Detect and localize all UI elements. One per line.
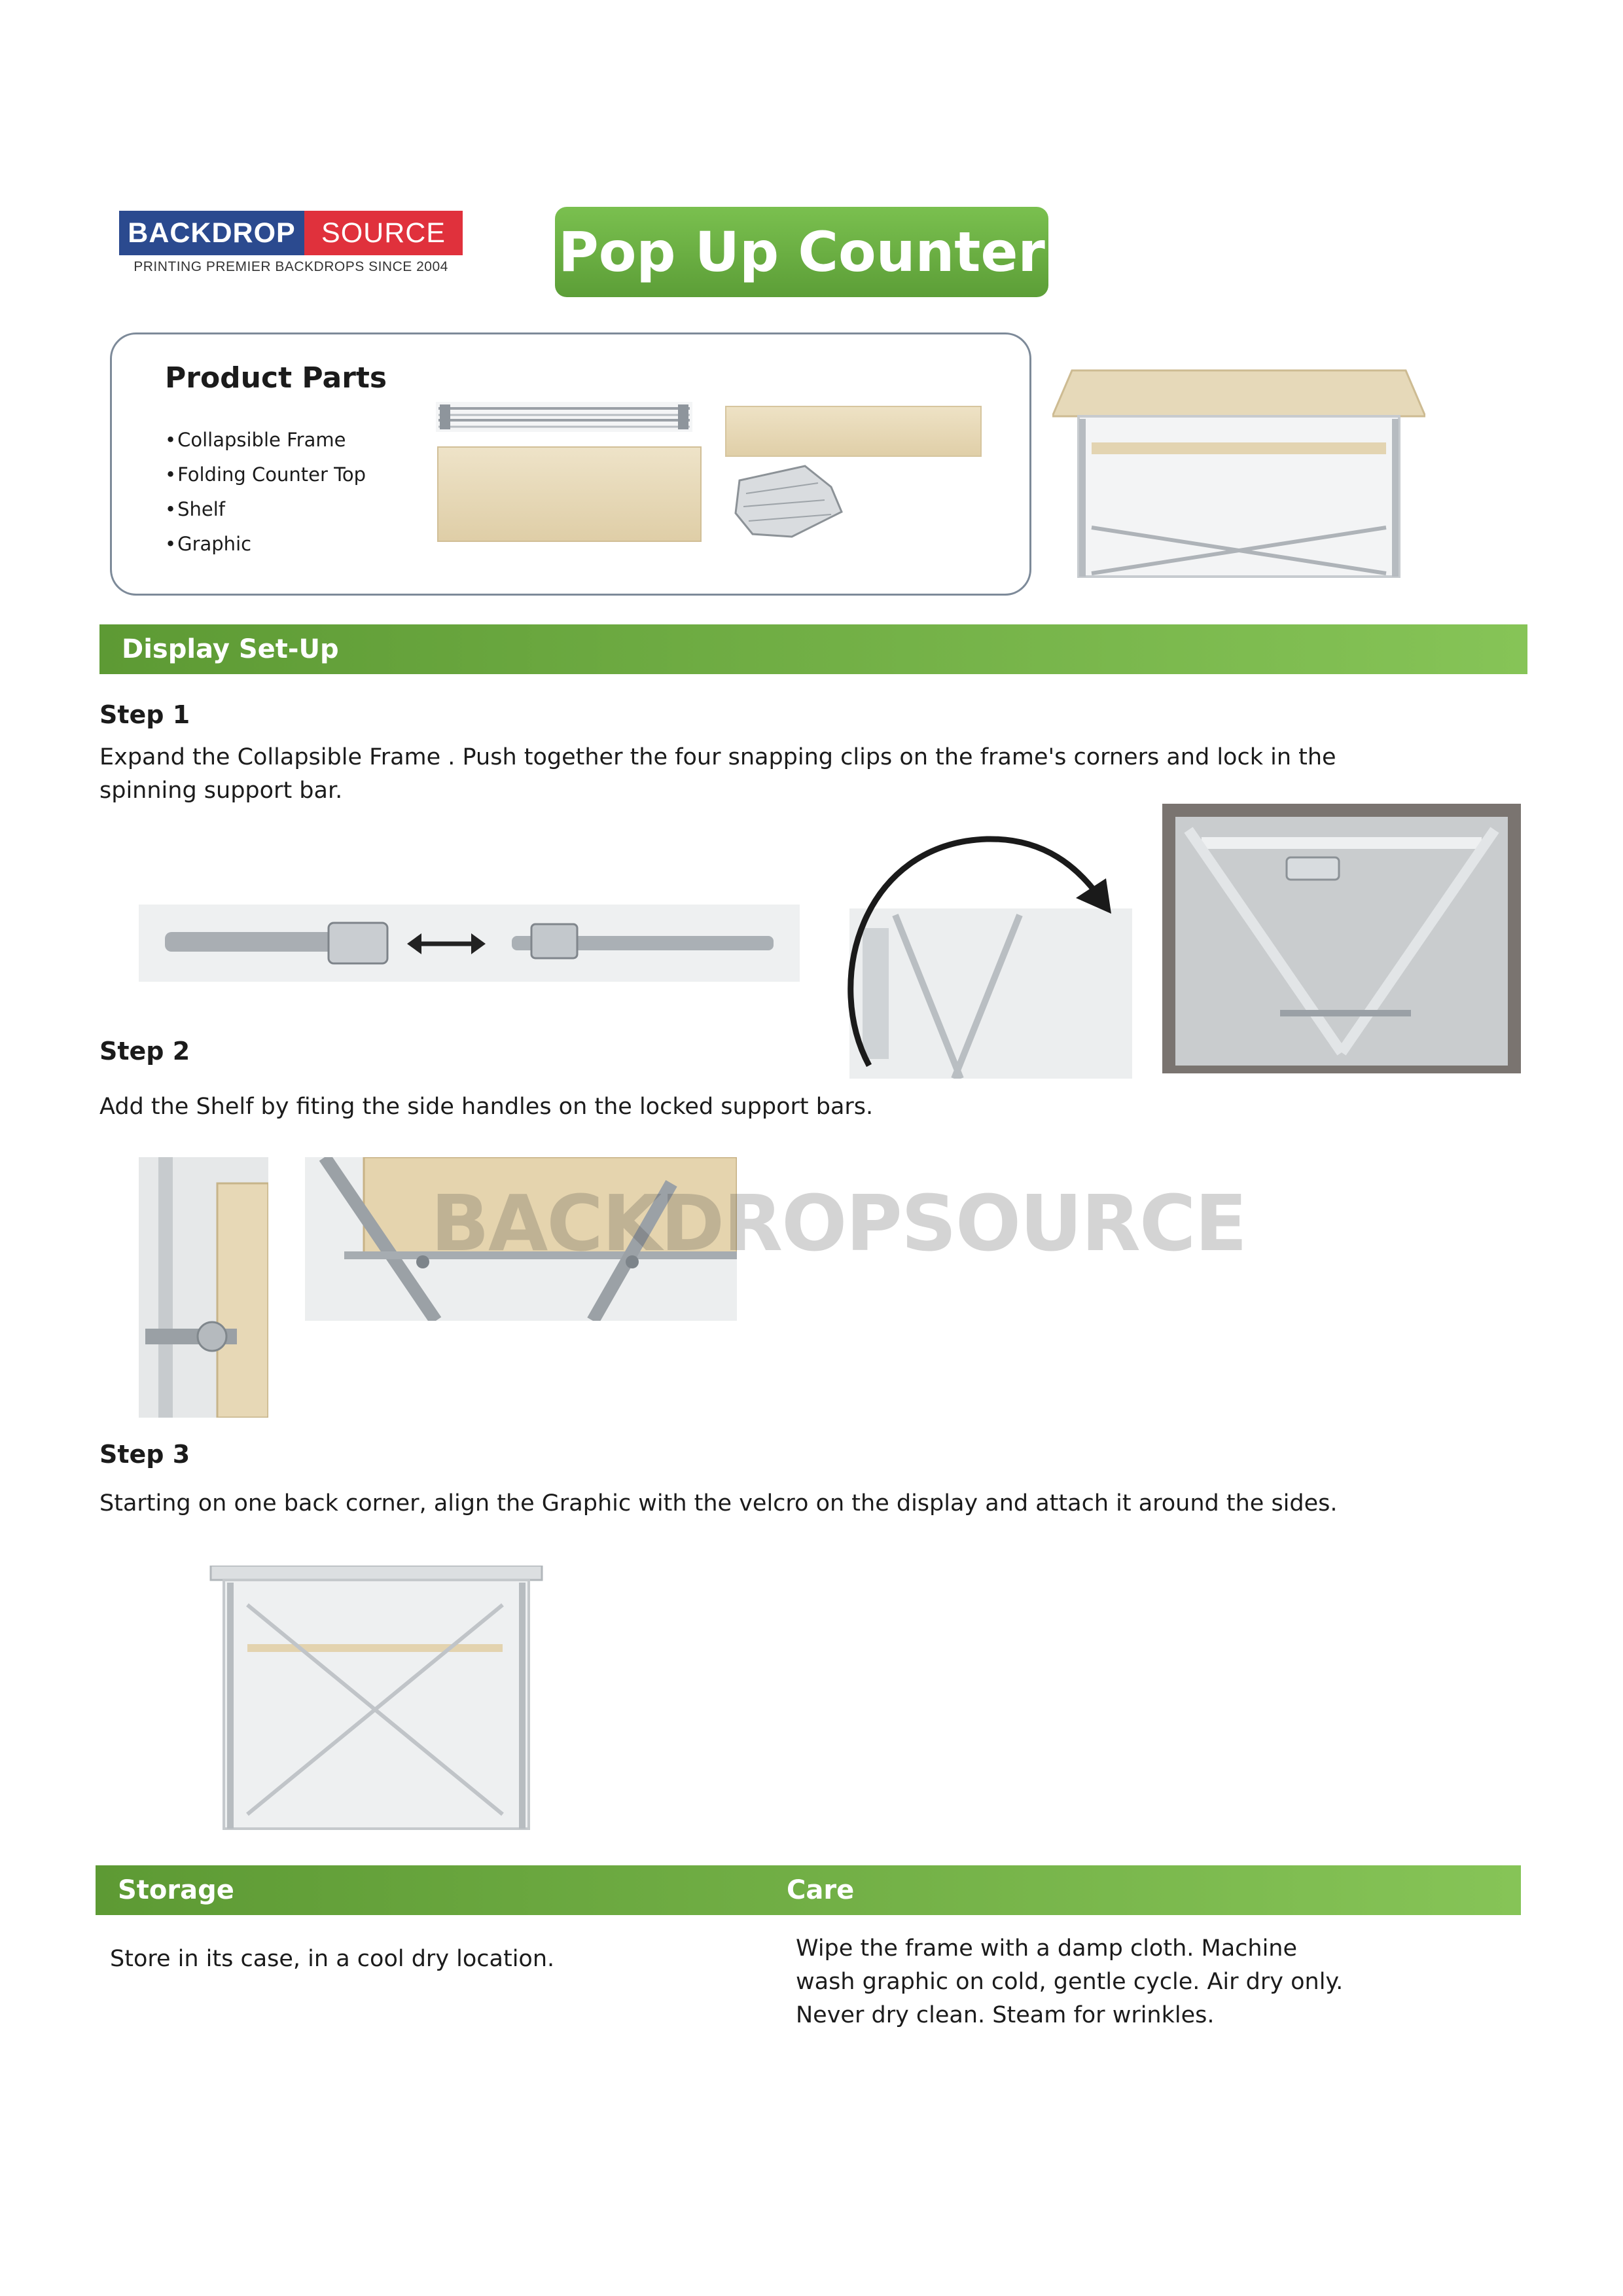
logo-tagline: PRINTING PREMIER BACKDROPS SINCE 2004 bbox=[134, 259, 448, 274]
graphic-cloth-photo bbox=[726, 461, 849, 541]
care-heading: Care bbox=[787, 1875, 855, 1905]
step-3-heading: Step 3 bbox=[99, 1440, 190, 1469]
logo-word-backdrop: BACKDROP bbox=[119, 211, 304, 255]
brand-logo bbox=[119, 211, 463, 276]
logo-word-source: SOURCE bbox=[304, 211, 463, 255]
text-line: Never dry clean. Steam for wrinkles. bbox=[796, 2002, 1215, 2028]
collapsible-frame-photo bbox=[436, 402, 692, 432]
step-3-text bbox=[99, 1487, 1539, 1520]
step-1-heading: Step 1 bbox=[99, 700, 190, 729]
text-line: Starting on one back corner, align the Graphic with the velcro on the display and attach it around the sides. bbox=[99, 1490, 1338, 1516]
text-line: spinning support bar. bbox=[99, 778, 343, 804]
step-2-text bbox=[99, 1090, 1408, 1124]
watermark: BACKDROPSOURCE bbox=[431, 1178, 1247, 1268]
step-1-text bbox=[99, 741, 1539, 808]
display-setup-section-bar: Display Set-Up bbox=[99, 624, 1527, 674]
storage-heading: Storage bbox=[118, 1875, 234, 1905]
storage-text: Store in its case, in a cool dry location. bbox=[110, 1946, 555, 1972]
part-item: • Folding Counter Top bbox=[165, 457, 366, 492]
assembled-counter-photo bbox=[1052, 364, 1425, 580]
text-line: Add the Shelf by fiting the side handles on the locked support bars. bbox=[99, 1094, 874, 1120]
text-line: Expand the Collapsible Frame . Push together the four snapping clips on the frame's corners and lock in the bbox=[99, 744, 1336, 770]
support-bar-photo bbox=[139, 905, 800, 982]
storage-care-section-bar bbox=[96, 1865, 1521, 1915]
product-parts-list bbox=[165, 423, 366, 562]
page-title: Pop Up Counter bbox=[555, 207, 1048, 297]
locked-frame-photo bbox=[1162, 804, 1521, 1073]
rotate-clip-photo bbox=[823, 830, 1132, 1079]
part-item: • Shelf bbox=[165, 492, 366, 527]
shelf-handle-photo bbox=[139, 1157, 268, 1418]
shelf-photo bbox=[437, 446, 702, 542]
text-line: Wipe the frame with a damp cloth. Machine bbox=[796, 1935, 1298, 1962]
text-line: wash graphic on cold, gentle cycle. Air dry only. bbox=[796, 1969, 1344, 1995]
graphic-attached-photo bbox=[208, 1566, 544, 1834]
product-parts-heading: Product Parts bbox=[165, 361, 387, 395]
step-2-heading: Step 2 bbox=[99, 1037, 190, 1066]
counter-top-photo bbox=[725, 406, 982, 457]
part-item: • Collapsible Frame bbox=[165, 423, 366, 457]
care-text bbox=[796, 1932, 1516, 2032]
part-item: • Graphic bbox=[165, 527, 366, 562]
